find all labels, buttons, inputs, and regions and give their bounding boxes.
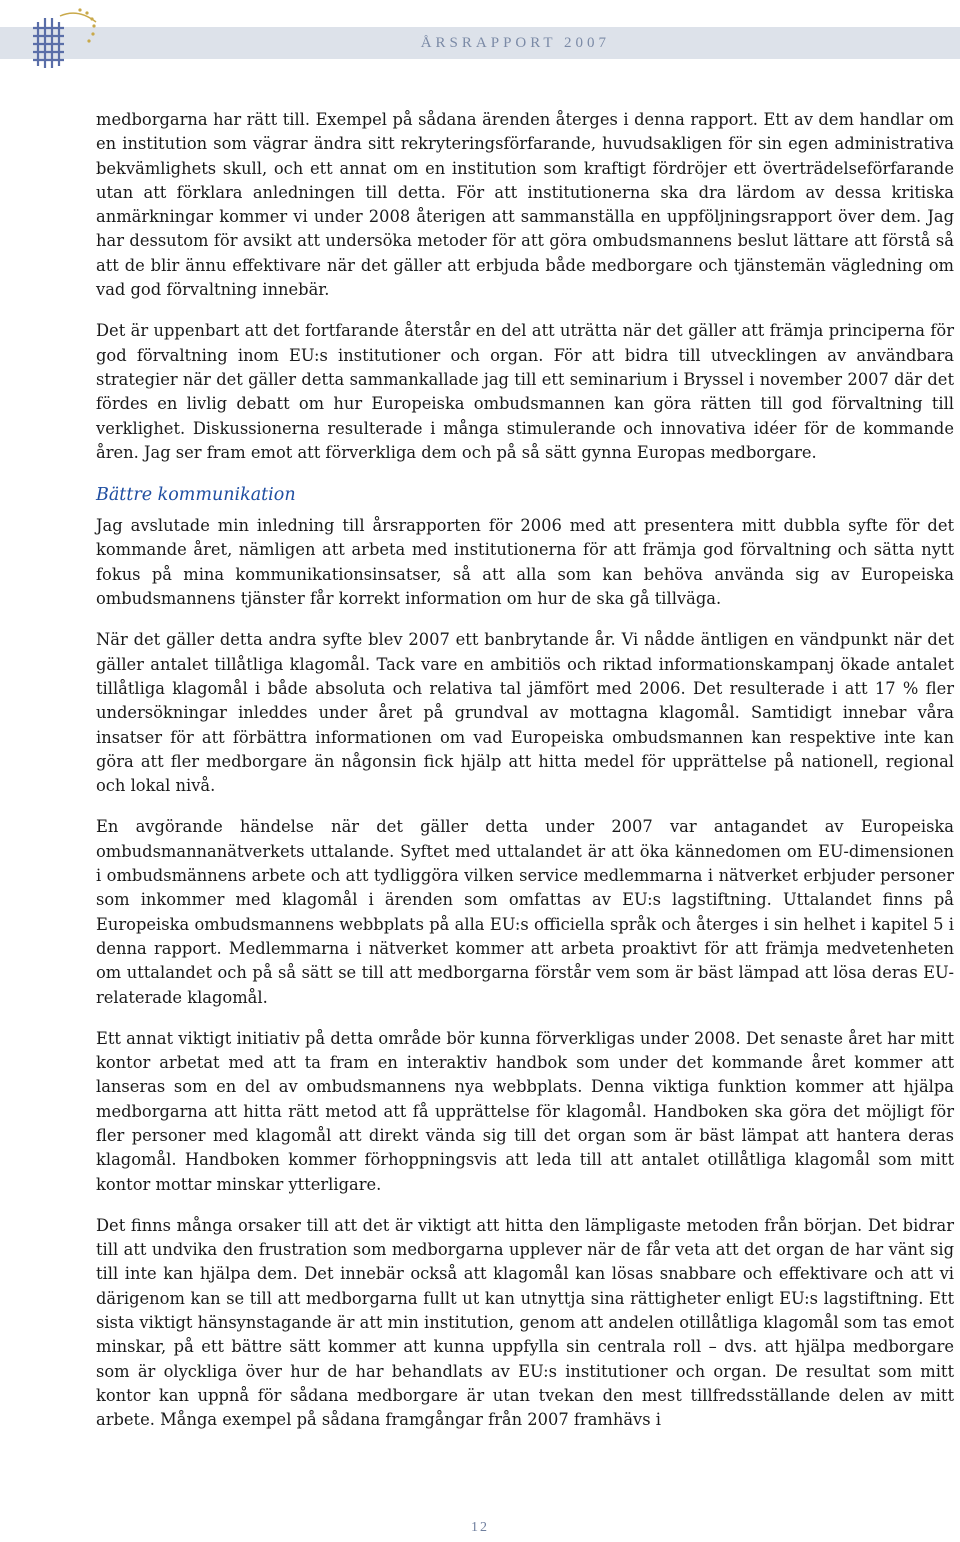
page-number: 12 [471,1520,489,1535]
body-paragraph: När det gäller detta andra syfte blev 2007 ett banbrytande år. Vi nådde äntligen en vändpunkt när det gäller antalet tillåtliga klagomål. Tack vare en ambitiös och riktad informationskampanj ökade antalet tillåtliga klagomål i både absoluta och relativa tal jämfört med 2006. Det resulterade i att 17 % fler undersökningar inleddes under året på grundval av mottagna klagomål. Samtidigt innebar våra insatser för att förbättra informationen om vad Europeiska ombudsmannen kan respektive inte kan göra att fler medborgare än någonsin fick hjälp att hitta medel för upprättelse på nationell, regional och lokal nivå. [96,630,954,796]
section-heading: Bättre kommunikation [96,485,296,506]
body-paragraph: En avgörande händelse när det gäller detta under 2007 var antagandet av Europeiska ombudsmannanätverkets uttalande. Syftet med uttalandet är att öka kännedomen om EU-dimensionen i ombudsmännens arbete och att tydliggöra vilken service medlemmarna i nätverket erbjuder personer som inkommer med klagomål i ärenden som omfattas av EU:s lagstiftning. Uttalandet finns på Europeiska ombudsmannens webbplats på alla EU:s officiella språk och återges i sin helhet i kapitel 5 i denna rapport. Medlemmarna i nätverket kommer att arbeta proaktivt för att främja medvetenheten om uttalandet och på så sätt se till att medborgarna förstår vem som är bäst lämpad att lösa deras EU-relaterade klagomål. [96,817,954,1007]
ombudsman-logo [30,4,100,70]
body-paragraph: Det är uppenbart att det fortfarande återstår en del att uträtta när det gäller att främja principerna för god förvaltning inom EU:s institutioner och organ. För att bidra till utvecklingen av användbara strategier när det gäller detta sammankallade jag till ett seminarium i Bryssel i november 2007 där det fördes en livlig debatt om hur Europeiska ombudsmannen kan göra rätten till god förvaltning till verklighet. Diskussionerna resulterade i många stimulerande och innovativa idéer för de kommande åren. Jag ser fram emot att förverkliga dem och på så sätt gynna Europas medborgare. [96,321,954,462]
body-paragraph: medborgarna har rätt till. Exempel på sådana ärenden återges i denna rapport. Ett av dem handlar om en institution som vägrar ändra sitt rekryteringsförfarande, huvudsakligen för sin egen administrativa bekvämlighets skull, och ett annat om en institution som kraftigt fördröjer ett överträdelseförfarande utan att förklara anledningen till detta. För att institutionerna ska dra lärdom av dessa kritiska anmärkningar kommer vi under 2008 återigen att sammanställa en uppföljningsrapport över dem. Jag har dessutom för avsikt att undersöka metoder för att göra ombudsmannens beslut lättare att förstå så att de blir ännu effektivare när det gäller att erbjuda både medborgare och tjänstemän vägledning om vad god förvaltning innebär. [96,110,954,300]
body-paragraph: Det finns många orsaker till att det är viktigt att hitta den lämpligaste metoden från början. Det bidrar till att undvika den frustration som medborgarna upplever när de får veta att det organ de har vänt sig till inte kan hjälpa dem. Det innebär också att klagomål kan lösas snabbare och effektivare och att vi därigenom kan se till att medborgarna fullt ut kan utnyttja sina rättigheter enligt EU:s lagstiftning. Ett sista viktigt hänsynstagande är att min institution, genom att andelen otillåtliga klagomål som tas emot minskar, på ett bättre sätt kommer att kunna uppfylla sin centrala roll – dvs. att hjälpa medborgare som är olyckliga över hur de har behandlats av EU:s institutioner och organ. De resultat som mitt kontor kan uppnå för sådana medborgare är utan tvekan den mest tillfredsställande delen av mitt arbete. Många exempel på sådana framgångar från 2007 framhävs i [96,1215,954,1430]
body-paragraph: Ett annat viktigt initiativ på detta område bör kunna förverkligas under 2008. Det senaste året har mitt kontor arbetat med att ta fram en interaktiv handbok som under det kommande året kommer att lanseras som en del av ombudsmannens nya webbplats. Denna viktiga funktion kommer att hjälpa medborgarna att hitta rätt metod att få upprättelse för klagomål. Handboken ska göra det möjligt för fler personer med klagomål att direkt vända sig till det organ som är bäst lämpat att hantera deras klagomål. Handboken kommer förhoppningsvis att leda till att antalet otillåtliga klagomål som mitt kontor mottar minskar ytterligare. [96,1028,954,1194]
body-paragraph: Jag avslutade min inledning till årsrapporten för 2006 med att presentera mitt dubbla syfte för det kommande året, nämligen att arbeta med institutionerna för att främja god förvaltning och sätta nytt fokus på mina kommunikationsinsatser, så att alla som kan behöva använda sig av Europeiska ombudsmannens tjänster får korrekt information om hur de ska gå tillväga. [96,516,954,609]
report-title: ÅRSRAPPORT 2007 [420,35,610,51]
page-body [96,108,954,1450]
